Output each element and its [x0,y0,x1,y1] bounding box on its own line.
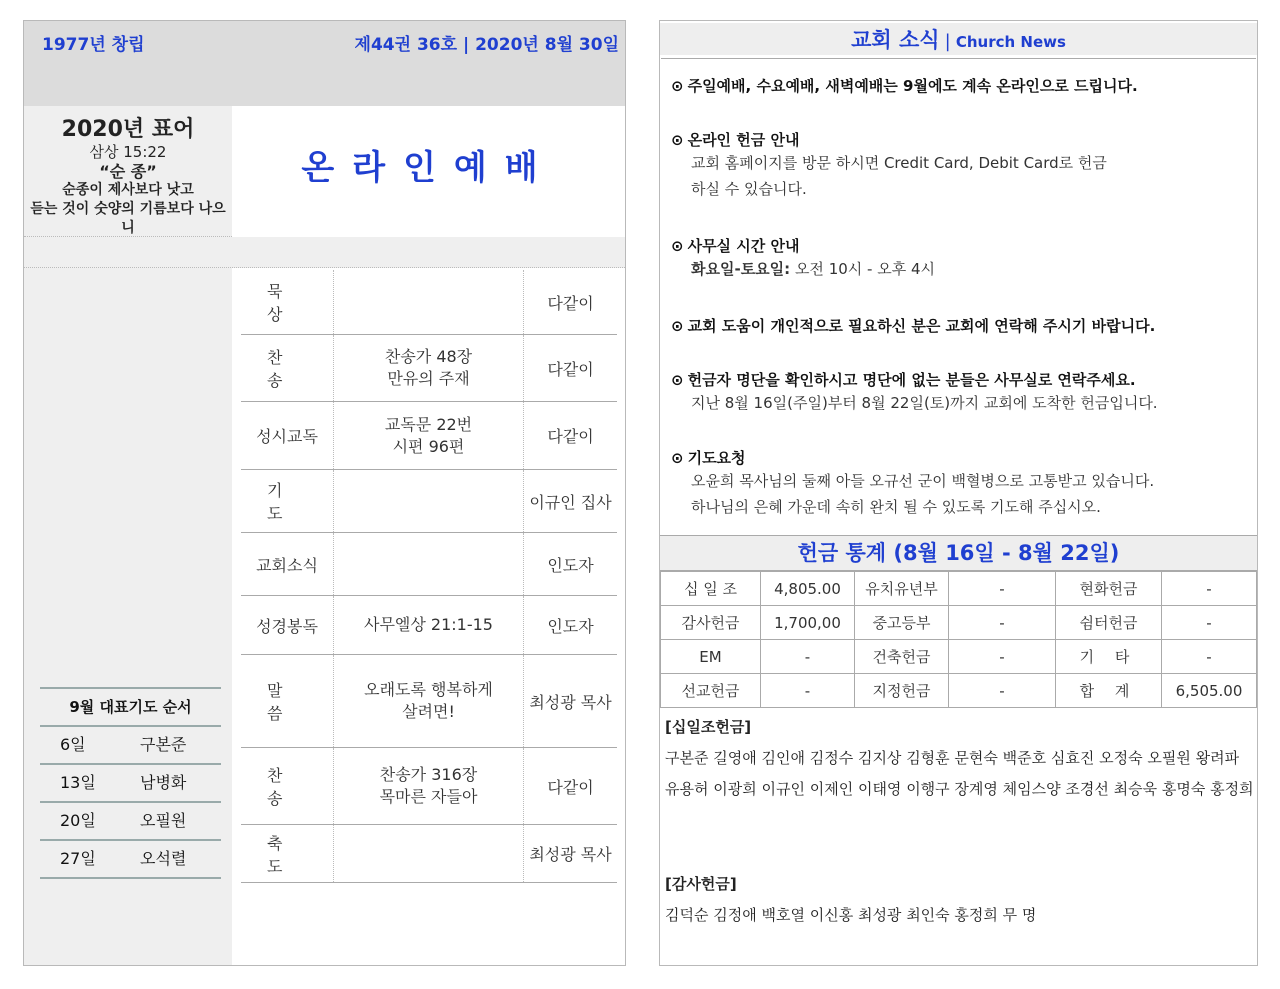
news-body-line: 지난 8월 16일(주일)부터 8월 22일(토)까지 교회에 도착한 헌금입니다. [691,394,1158,412]
target-icon: ⊙ [671,131,684,149]
prayer-day: 20일 [60,811,96,830]
order-row [241,748,617,825]
table-cell: EM [661,640,761,674]
thanks-names-line: 김덕순 김정애 백호열 이신홍 최성광 최인숙 홍정희 무 명 [665,906,1037,924]
order-leader: 인도자 [547,616,594,636]
prayer-schedule-title: 9월 대표기도 순서 [40,689,221,727]
order-row [241,533,617,596]
table-cell: - [949,606,1056,640]
order-item: 묵상 [267,282,309,324]
prayer-day: 13일 [60,773,96,792]
target-icon: ⊙ [671,449,684,467]
news-head: 교회 도움이 개인적으로 필요하신 분은 교회에 연락해 주시기 바랍니다. [687,317,1156,335]
order-row [241,402,617,470]
order-row [241,825,617,883]
news-body-line: 하실 수 있습니다. [691,180,807,198]
order-row [241,470,617,533]
table-cell: 유치유년부 [855,572,949,606]
motto-title: 2020년 표어 [61,117,195,142]
news-title: 교회 소식 [851,28,940,52]
target-icon: ⊙ [671,317,684,335]
table-row [661,572,1257,606]
table-cell: 중고등부 [855,606,949,640]
order-leader: 다같이 [547,293,594,313]
prayer-row [40,765,221,803]
prayer-day: 27일 [60,849,96,868]
office-days: 화요일-토요일: [691,260,791,278]
news-item [671,129,1107,202]
order-content: 사무엘상 21:1-15 [334,596,524,654]
table-cell: - [1162,640,1257,674]
order-row [241,596,617,655]
order-row [241,335,617,402]
worship-order [241,270,617,883]
header-band [24,21,625,106]
office-hours: 오전 10시 - 오후 4시 [790,260,935,278]
prayer-row [40,841,221,879]
order-content [334,270,524,334]
order-content [334,533,524,595]
table-cell: - [1162,572,1257,606]
tithe-names-line: 구본준 길영애 김인애 김정수 김지상 김형훈 문현숙 백준호 심효진 오정숙 오필원 왕려파 [665,749,1240,767]
thanks-list [665,869,1036,931]
table-cell: 합 계 [1056,674,1162,708]
target-icon: ⊙ [671,77,684,95]
order-item: 축도 [267,833,309,876]
news-body-line: 교회 홈페이지를 방문 하시면 Credit Card, Debit Card로 헌금 [691,154,1107,172]
motto-line-2: 듣는 것이 숫양의 기름보다 나으니 [30,201,226,236]
table-cell: 현화헌금 [1056,572,1162,606]
order-item: 찬송 [267,766,309,808]
order-item: 말씀 [267,681,309,723]
news-title-band [660,23,1257,55]
issue-text: 제44권 36호 | 2020년 8월 30일 [354,35,619,55]
news-head: 온라인 헌금 안내 [687,131,800,149]
order-item: 찬송 [267,348,309,390]
order-leader: 다같이 [547,359,594,379]
prayer-schedule [40,687,221,879]
news-item [671,235,935,282]
news-body [671,256,935,282]
table-cell: - [949,674,1056,708]
table-cell: - [949,640,1056,674]
table-cell: - [761,640,855,674]
stats-title-band [660,535,1257,571]
order-row [241,270,617,335]
news-head: 주일예배, 수요예배, 새벽예배는 9월에도 계속 온라인으로 드립니다. [687,77,1138,95]
order-leader: 최성광 목사 [529,692,612,712]
table-cell: 선교헌금 [661,674,761,708]
news-item [671,369,1158,416]
news-head: 기도요청 [687,449,746,467]
news-item [671,447,1154,520]
news-body [671,468,1154,520]
motto-theme: “순 종” [99,162,157,181]
table-cell: 4,805.00 [761,572,855,606]
stats-title: 헌금 통계 (8월 16일 - 8월 22일) [797,541,1120,565]
table-cell: - [761,674,855,708]
order-leader: 최성광 목사 [529,845,612,864]
order-item: 교회소식 [241,533,334,595]
news-item [671,75,1138,96]
motto-line-1: 순종이 제사보다 낫고 [62,182,194,198]
table-cell: 1,700,00 [761,606,855,640]
table-cell: 기 타 [1056,640,1162,674]
news-item [671,315,1155,336]
target-icon: ⊙ [671,237,684,255]
tithe-title: [십일조헌금] [665,718,752,736]
service-title: 온라인예배 [301,148,556,188]
order-content: 찬송가 316장 목마른 자들아 [334,748,524,824]
tithe-list [665,712,1254,805]
order-content [334,825,524,882]
divider-band [24,237,625,268]
table-cell: 6,505.00 [1162,674,1257,708]
order-content: 오래도록 행복하게 살려면! [334,655,524,747]
table-cell: 감사헌금 [661,606,761,640]
order-item: 기도 [267,481,309,523]
news-head: 사무실 시간 안내 [687,237,800,255]
table-cell: 건축헌금 [855,640,949,674]
prayer-name: 구본준 [140,735,187,754]
table-cell: - [1162,606,1257,640]
news-body-line: 오윤희 목사님의 둘째 아들 오규선 군이 백혈병으로 고통받고 있습니다. [691,472,1155,490]
table-row [661,640,1257,674]
order-content: 찬송가 48장 만유의 주재 [334,335,524,401]
table-cell: 십 일 조 [661,572,761,606]
news-box [661,58,1256,533]
order-content: 교독문 22번 시편 96편 [334,402,524,469]
thanks-title: [감사헌금] [665,875,737,893]
order-leader: 이규인 집사 [529,492,612,512]
tithe-names-line: 유용허 이광희 이규인 이제인 이태영 이행구 장계영 체임스양 조경선 최승욱 홍명숙 홍정희 [665,780,1254,798]
news-head: 헌금자 명단을 확인하시고 명단에 없는 분들은 사무실로 연락주세요. [687,371,1136,389]
news-body-line: 하나님의 은혜 가운데 속히 완치 될 수 있도록 기도해 주십시오. [691,498,1101,516]
prayer-row [40,727,221,765]
order-leader: 다같이 [547,427,594,446]
motto-box [24,106,232,237]
offering-table [660,571,1257,708]
news-body [671,150,1107,202]
table-cell: - [949,572,1056,606]
table-cell: 쉼터헌금 [1056,606,1162,640]
table-row [661,674,1257,708]
target-icon: ⊙ [671,371,684,389]
order-item: 성경봉독 [241,596,334,654]
prayer-name: 오필원 [140,811,187,830]
order-content [334,470,524,532]
prayer-name: 남병화 [140,773,187,792]
left-page [23,20,626,966]
news-title-en: Church News [955,33,1066,51]
prayer-row [40,803,221,841]
service-title-box [232,106,625,236]
order-leader: 다같이 [547,777,594,797]
table-row [661,606,1257,640]
order-leader: 인도자 [547,555,594,575]
news-body [671,390,1158,416]
order-row [241,655,617,748]
news-title-separator: | [944,31,951,52]
right-page [659,20,1258,966]
prayer-day: 6일 [60,735,86,754]
order-item: 성시교독 [241,402,334,469]
motto-ref: 삼상 15:22 [89,143,167,161]
founded-text: 1977년 창립 [42,35,145,55]
table-cell: 지정헌금 [855,674,949,708]
prayer-name: 오석렬 [140,849,187,868]
